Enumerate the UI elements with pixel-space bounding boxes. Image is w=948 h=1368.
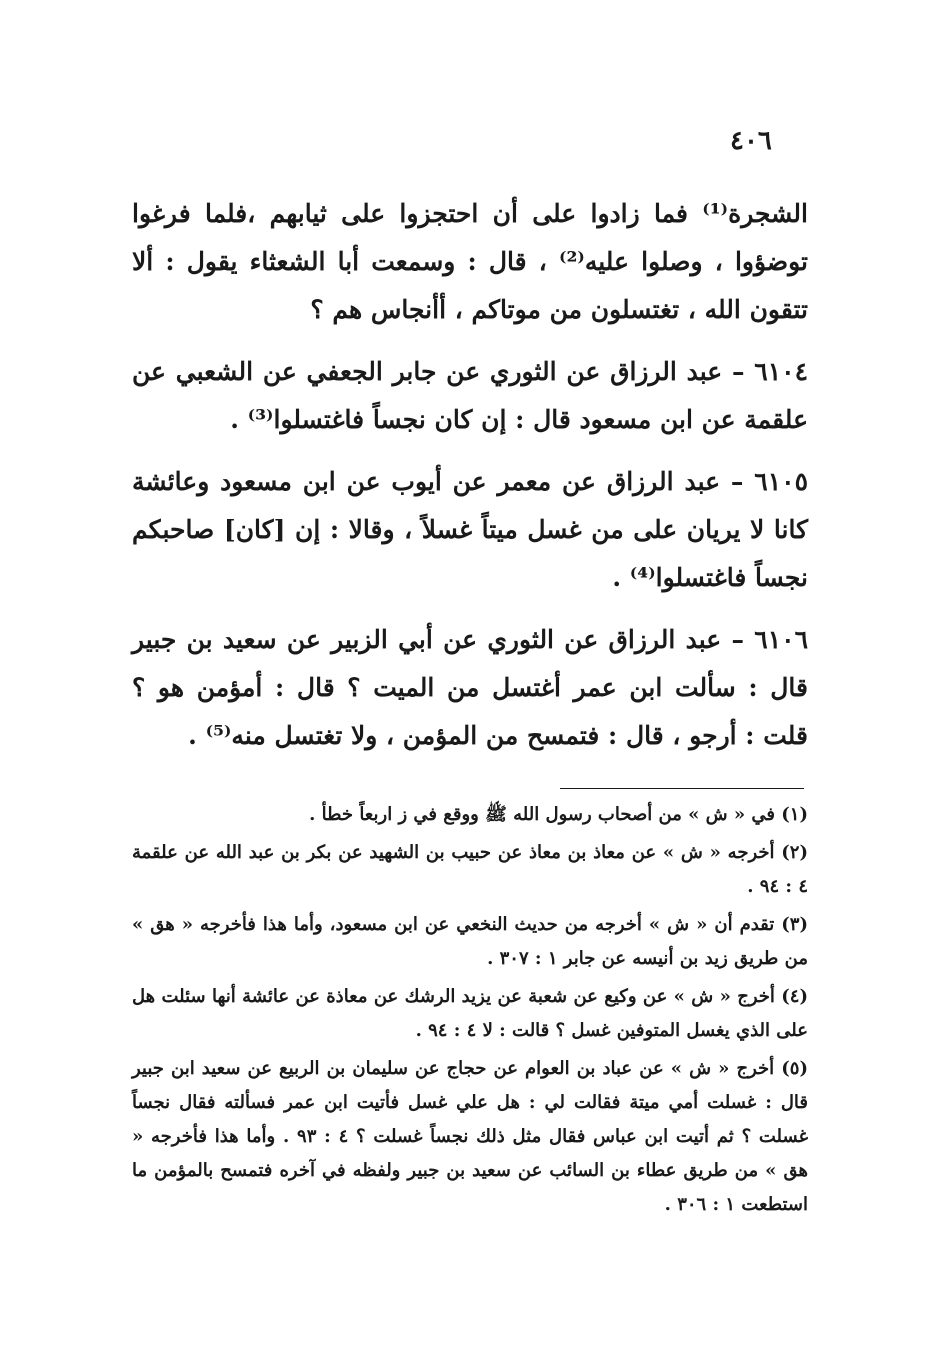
footnotes: [132, 798, 808, 1226]
footnote-2: (٢) أخرجه « ش » عن معاذ بن معاذ عن حبيب بن الشهيد عن بكر بن عبد الله عن علقمة ٤ : ٩٤ .: [132, 842, 808, 897]
main-text: [132, 190, 808, 774]
page-number: ٤٠٦: [730, 126, 772, 156]
footnote-5: (٥) أخرج « ش » عن عباد بن العوام عن حجاج عن سليمان بن الربيع عن سعيد ابن جبير قال : غسلت أمي ميتة فقالت لي : هل علي غسل فأتيت ابن عمر فسألته فقال نجساً غسلت ؟ ثم أتيت ابن عباس فقال مثل ذلك نجساً غسلت ؟ ٤ : ٩٣ . وأما هذا فأخرجه « هق » من طريق عطاء بن السائب عن سعيد بن جبير ولفظه في آخره فتمسح بالمؤمن ما استطعت ١ : ٣٠٦ .: [132, 1058, 808, 1215]
footnote-4: (٤) أخرج « ش » عن وكيع عن شعبة عن يزيد الرشك عن معاذة عن عائشة أنها سئلت هل على الذي يغسل المتوفين غسل ؟ قالت : لا ٤ : ٩٤ .: [132, 986, 808, 1041]
paragraph-6106: ٦١٠٦ – عبد الرزاق عن الثوري عن أبي الزبير عن سعيد بن جبير قال : سألت ابن عمر أغتسل من الميت ؟ قال : أمؤمن هو ؟ قلت : أرجو ، قال : فتمسح من المؤمن ، ولا تغتسل منه⁽⁵⁾ .: [132, 625, 808, 750]
paragraph-6104: ٦١٠٤ – عبد الرزاق عن الثوري عن جابر الجعفي عن الشعبي عن علقمة عن ابن مسعود قال : إن كان نجساً فاغتسلوا⁽³⁾ .: [132, 357, 808, 434]
footnote-3: (٣) تقدم أن « ش » أخرجه من حديث النخعي عن ابن مسعود، وأما هذا فأخرجه « هق » من طريق زيد بن أنيسه عن جابر ١ : ٣٠٧ .: [132, 914, 808, 969]
paragraph-intro: الشجرة⁽¹⁾ فما زادوا على أن احتجزوا على ثيابهم ،فلما فرغوا توضؤوا ، وصلوا عليه⁽²⁾ ، قال : وسمعت أبا الشعثاء يقول : ألا تتقون الله ، تغتسلون من موتاكم ، أأنجاس هم ؟: [132, 199, 808, 324]
footnote-separator: [560, 788, 804, 789]
paragraph-6105: ٦١٠٥ – عبد الرزاق عن معمر عن أيوب عن ابن مسعود وعائشة كانا لا يريان على من غسل ميتاً غسلاً ، وقالا : إن [كان] صاحبكم نجساً فاغتسلوا⁽⁴⁾ .: [132, 467, 808, 592]
footnote-1: (١) في « ش » من أصحاب رسول الله ﷺ ووقع في ز اربعاً خطأ .: [309, 804, 808, 825]
